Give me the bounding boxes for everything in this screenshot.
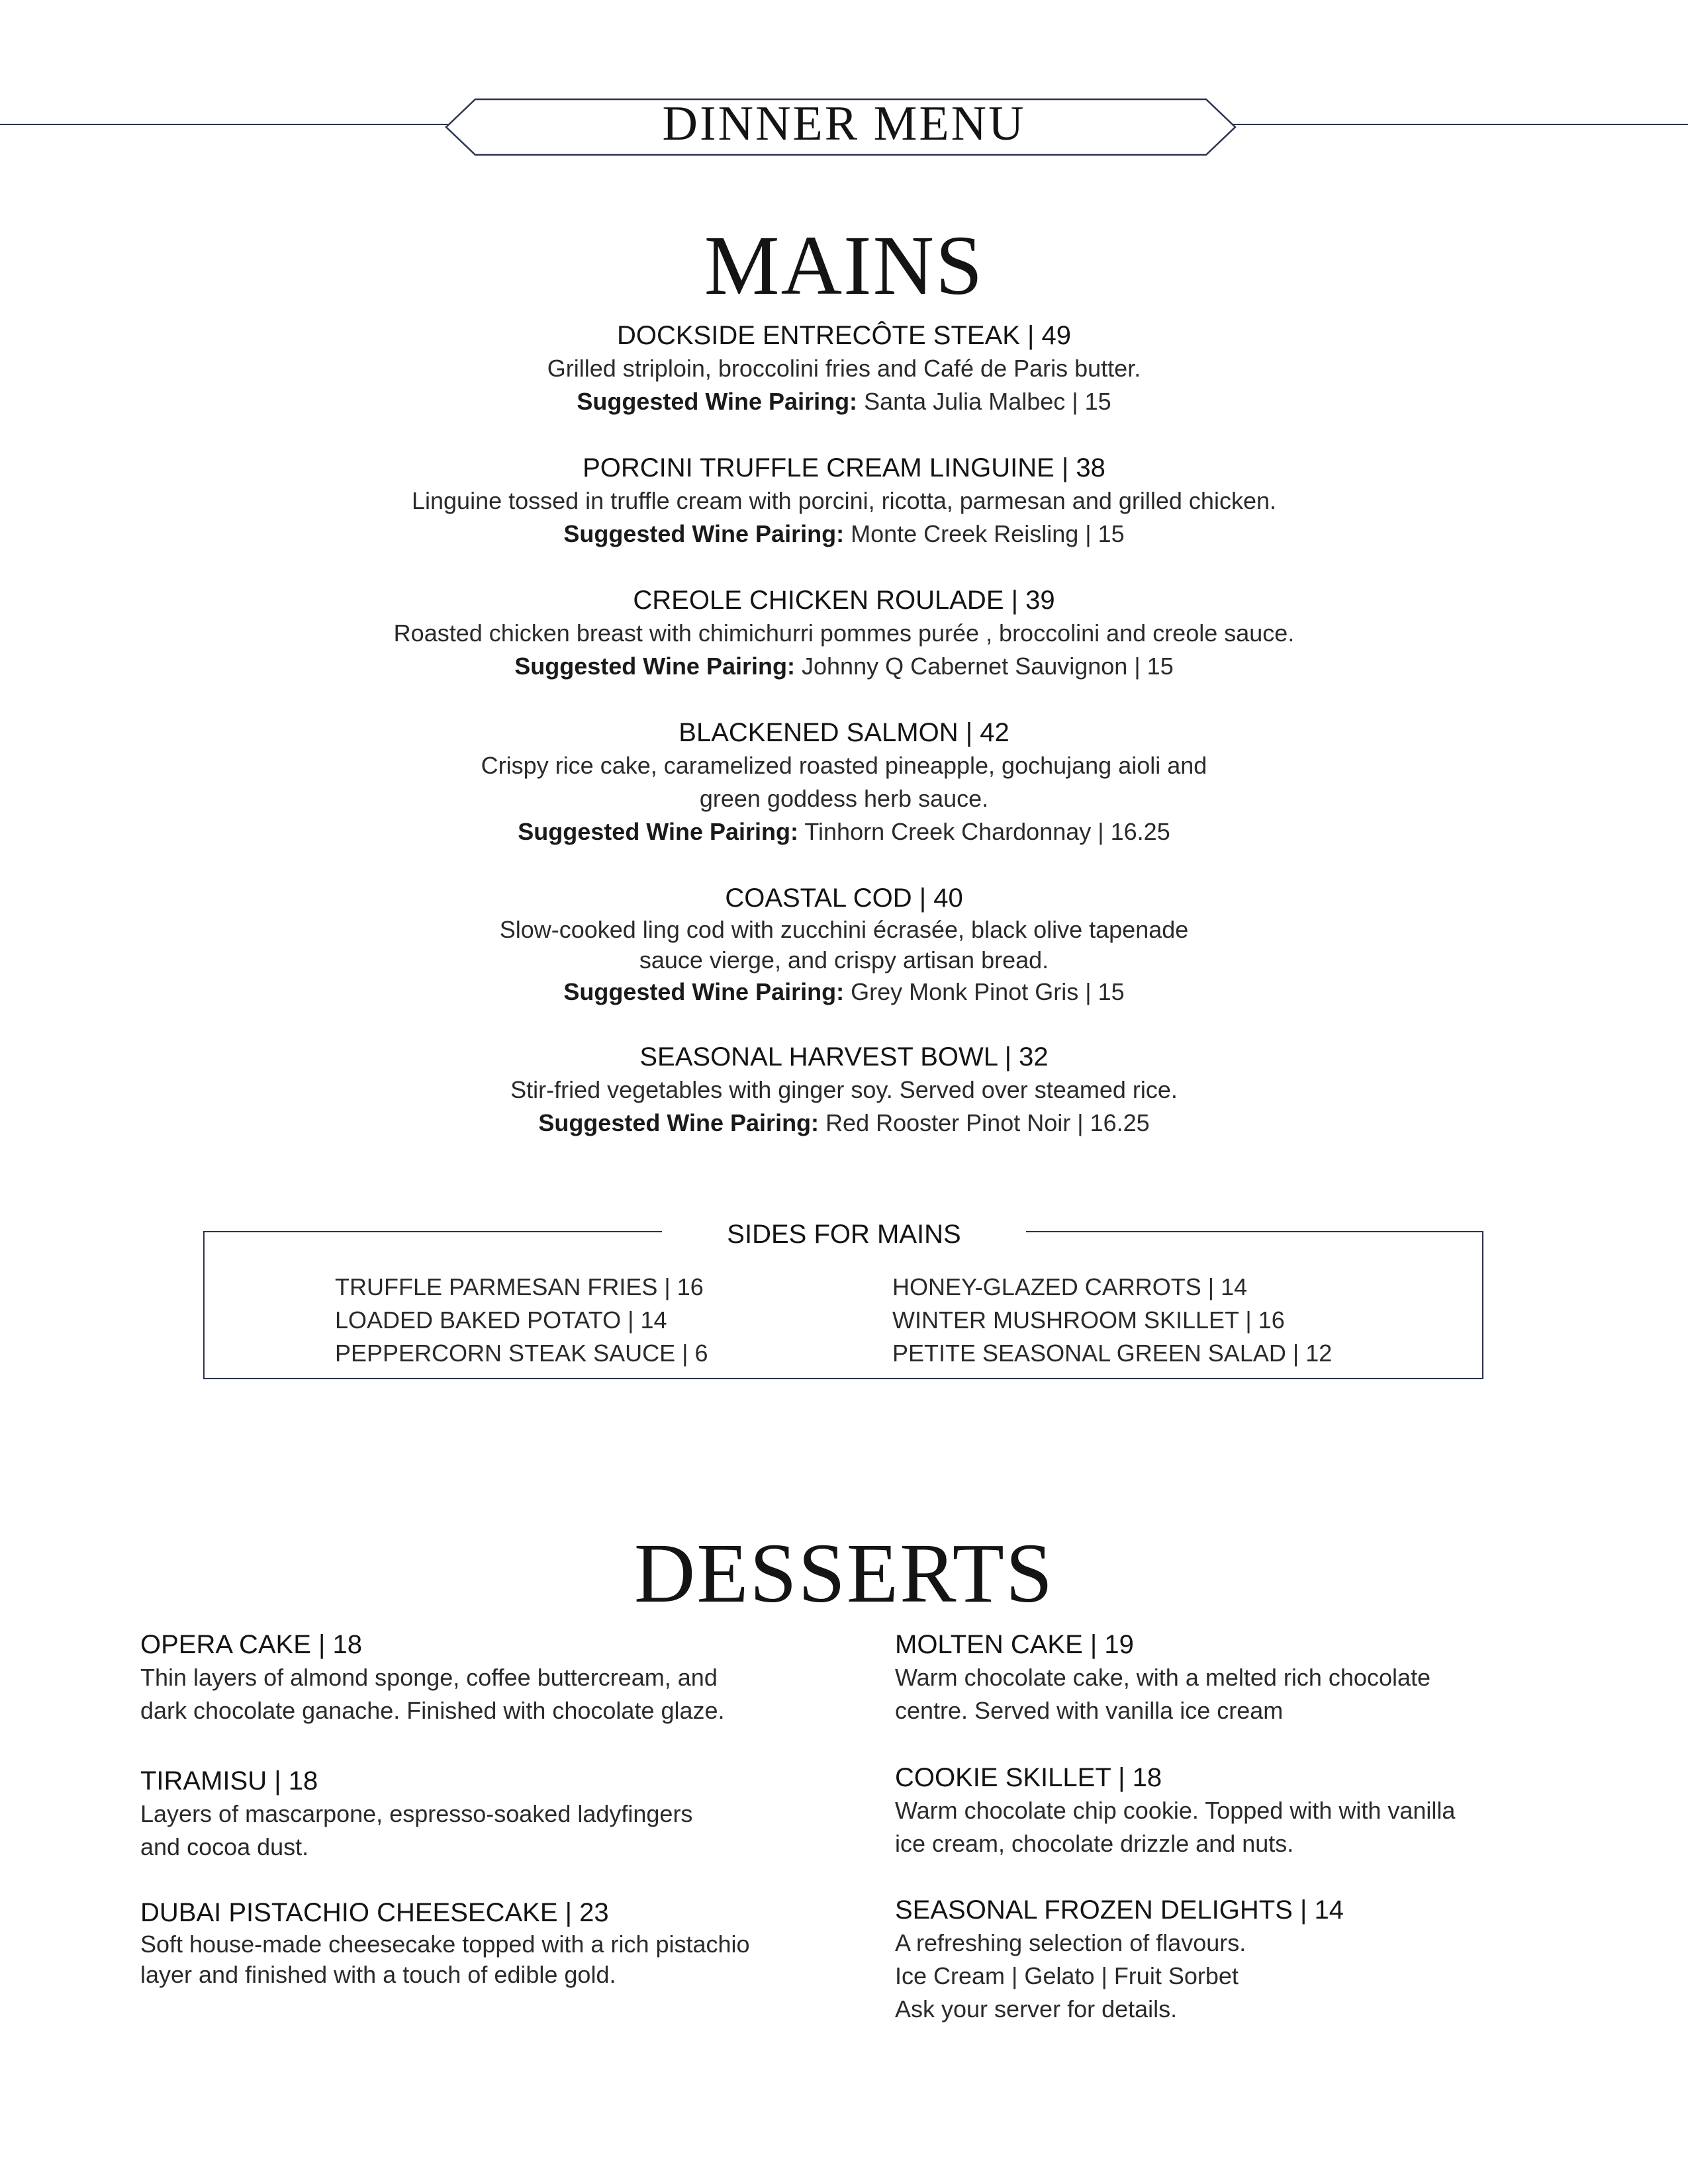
wine-pairing [199,815,1489,848]
sides-list-left [335,1271,708,1370]
dessert-name: COOKIE SKILLET | 18 [895,1763,1162,1792]
dessert-description [895,1794,1590,1860]
main-item-name: PORCINI TRUFFLE CREAM LINGUINE | 38 [583,453,1105,482]
wine-pairing-label: Suggested Wine Pairing: [538,1109,820,1136]
dessert-name: DUBAI PISTACHIO CHEESECAKE | 23 [140,1898,609,1927]
main-item [199,584,1489,683]
dessert-description [895,1927,1590,2026]
sides-heading: SIDES FOR MAINS [662,1218,1026,1251]
main-item [199,1040,1489,1140]
wine-pairing-value: Tinhorn Creek Chardonnay | 16.25 [804,818,1170,845]
wine-pairing-value: Monte Creek Reisling | 15 [851,520,1125,547]
wine-pairing [199,1107,1489,1140]
side-item: TRUFFLE PARMESAN FRIES | 16 [335,1273,704,1300]
dessert-description [140,1929,835,1990]
main-item [199,319,1489,418]
dessert-description-line: Warm chocolate cake, with a melted rich chocolate [895,1664,1431,1691]
dessert-description-line: centre. Served with vanilla ice cream [895,1697,1284,1724]
wine-pairing [199,518,1489,551]
dessert-description-line: ice cream, chocolate drizzle and nuts. [895,1830,1294,1857]
main-item-description: sauce vierge, and crispy artisan bread. [639,946,1049,974]
dessert-description-line: Warm chocolate chip cookie. Topped with with vanilla [895,1797,1456,1824]
dessert-description-line: layer and finished with a touch of edible gold. [140,1961,616,1988]
mains-heading: MAINS [704,218,984,312]
main-item-description: Slow-cooked ling cod with zucchini écrasée, black olive tapenade [499,916,1189,943]
main-item-description: green goddess herb sauce. [699,785,989,812]
dessert-name: OPERA CAKE | 18 [140,1630,362,1659]
side-item: PEPPERCORN STEAK SAUCE | 6 [335,1340,708,1367]
main-item-description: Crispy rice cake, caramelized roasted pineapple, gochujang aioli and [481,752,1207,779]
dessert-name: SEASONAL FROZEN DELIGHTS | 14 [895,1895,1344,1925]
wine-pairing-value: Red Rooster Pinot Noir | 16.25 [825,1109,1150,1136]
wine-pairing-label: Suggested Wine Pairing: [514,653,795,680]
wine-pairing [199,976,1489,1009]
wine-pairing-label: Suggested Wine Pairing: [563,520,845,547]
side-item: WINTER MUSHROOM SKILLET | 16 [892,1306,1285,1334]
dessert-description-line: Ask your server for details. [895,1995,1178,2023]
dessert-item [895,1628,1590,1727]
wine-pairing-label: Suggested Wine Pairing: [577,388,858,415]
main-item-description: Roasted chicken breast with chimichurri pommes purée , broccolini and creole sauce. [393,619,1295,647]
dessert-description-line: dark chocolate ganache. Finished with chocolate glaze. [140,1697,725,1724]
dessert-name: TIRAMISU | 18 [140,1766,318,1796]
dessert-description-line: Soft house-made cheesecake topped with a rich pistachio [140,1931,750,1958]
dessert-description [140,1661,835,1727]
dessert-description [895,1661,1590,1727]
side-item: PETITE SEASONAL GREEN SALAD | 12 [892,1340,1333,1367]
main-item-description: Linguine tossed in truffle cream with porcini, ricotta, parmesan and grilled chicken. [411,487,1276,514]
wine-pairing [199,385,1489,418]
dessert-description [140,1797,835,1864]
side-item: HONEY-GLAZED CARROTS | 14 [892,1273,1248,1300]
dessert-description-line: A refreshing selection of flavours. [895,1929,1246,1956]
wine-pairing-value: Johnny Q Cabernet Sauvignon | 15 [802,653,1174,680]
main-item-description: Stir-fried vegetables with ginger soy. Served over steamed rice. [510,1076,1178,1103]
dessert-description-line: Layers of mascarpone, espresso-soaked ladyfingers [140,1800,693,1827]
dessert-item [140,1628,835,1727]
wine-pairing [199,650,1489,683]
wine-pairing-value: Grey Monk Pinot Gris | 15 [851,978,1125,1005]
main-item-name: SEASONAL HARVEST BOWL | 32 [639,1042,1049,1071]
wine-pairing-label: Suggested Wine Pairing: [518,818,799,845]
dessert-item [140,1764,835,1864]
wine-pairing-label: Suggested Wine Pairing: [563,978,845,1005]
wine-pairing-value: Santa Julia Malbec | 15 [864,388,1111,415]
main-item [199,451,1489,551]
dessert-item [140,1896,835,1990]
main-item-name: DOCKSIDE ENTRECÔTE STEAK | 49 [616,321,1072,350]
dessert-name: MOLTEN CAKE | 19 [895,1630,1134,1659]
dessert-description-line: Ice Cream | Gelato | Fruit Sorbet [895,1962,1239,1989]
desserts-heading: DESSERTS [633,1526,1055,1620]
main-item-name: COASTAL COD | 40 [725,884,963,913]
menu-title: DINNER MENU [662,97,1026,151]
dessert-description-line: Thin layers of almond sponge, coffee buttercream, and [140,1664,718,1691]
main-item-name: CREOLE CHICKEN ROULADE | 39 [633,586,1055,615]
main-item-name: BLACKENED SALMON | 42 [679,718,1009,747]
dessert-description-line: and cocoa dust. [140,1833,309,1860]
main-item-description: Grilled striploin, broccolini fries and Café de Paris butter. [547,355,1141,382]
sides-list-right [892,1271,1332,1370]
main-item [199,882,1489,1009]
dessert-item [895,1893,1590,2026]
dessert-item [895,1761,1590,1860]
side-item: LOADED BAKED POTATO | 14 [335,1306,667,1334]
main-item [199,716,1489,848]
